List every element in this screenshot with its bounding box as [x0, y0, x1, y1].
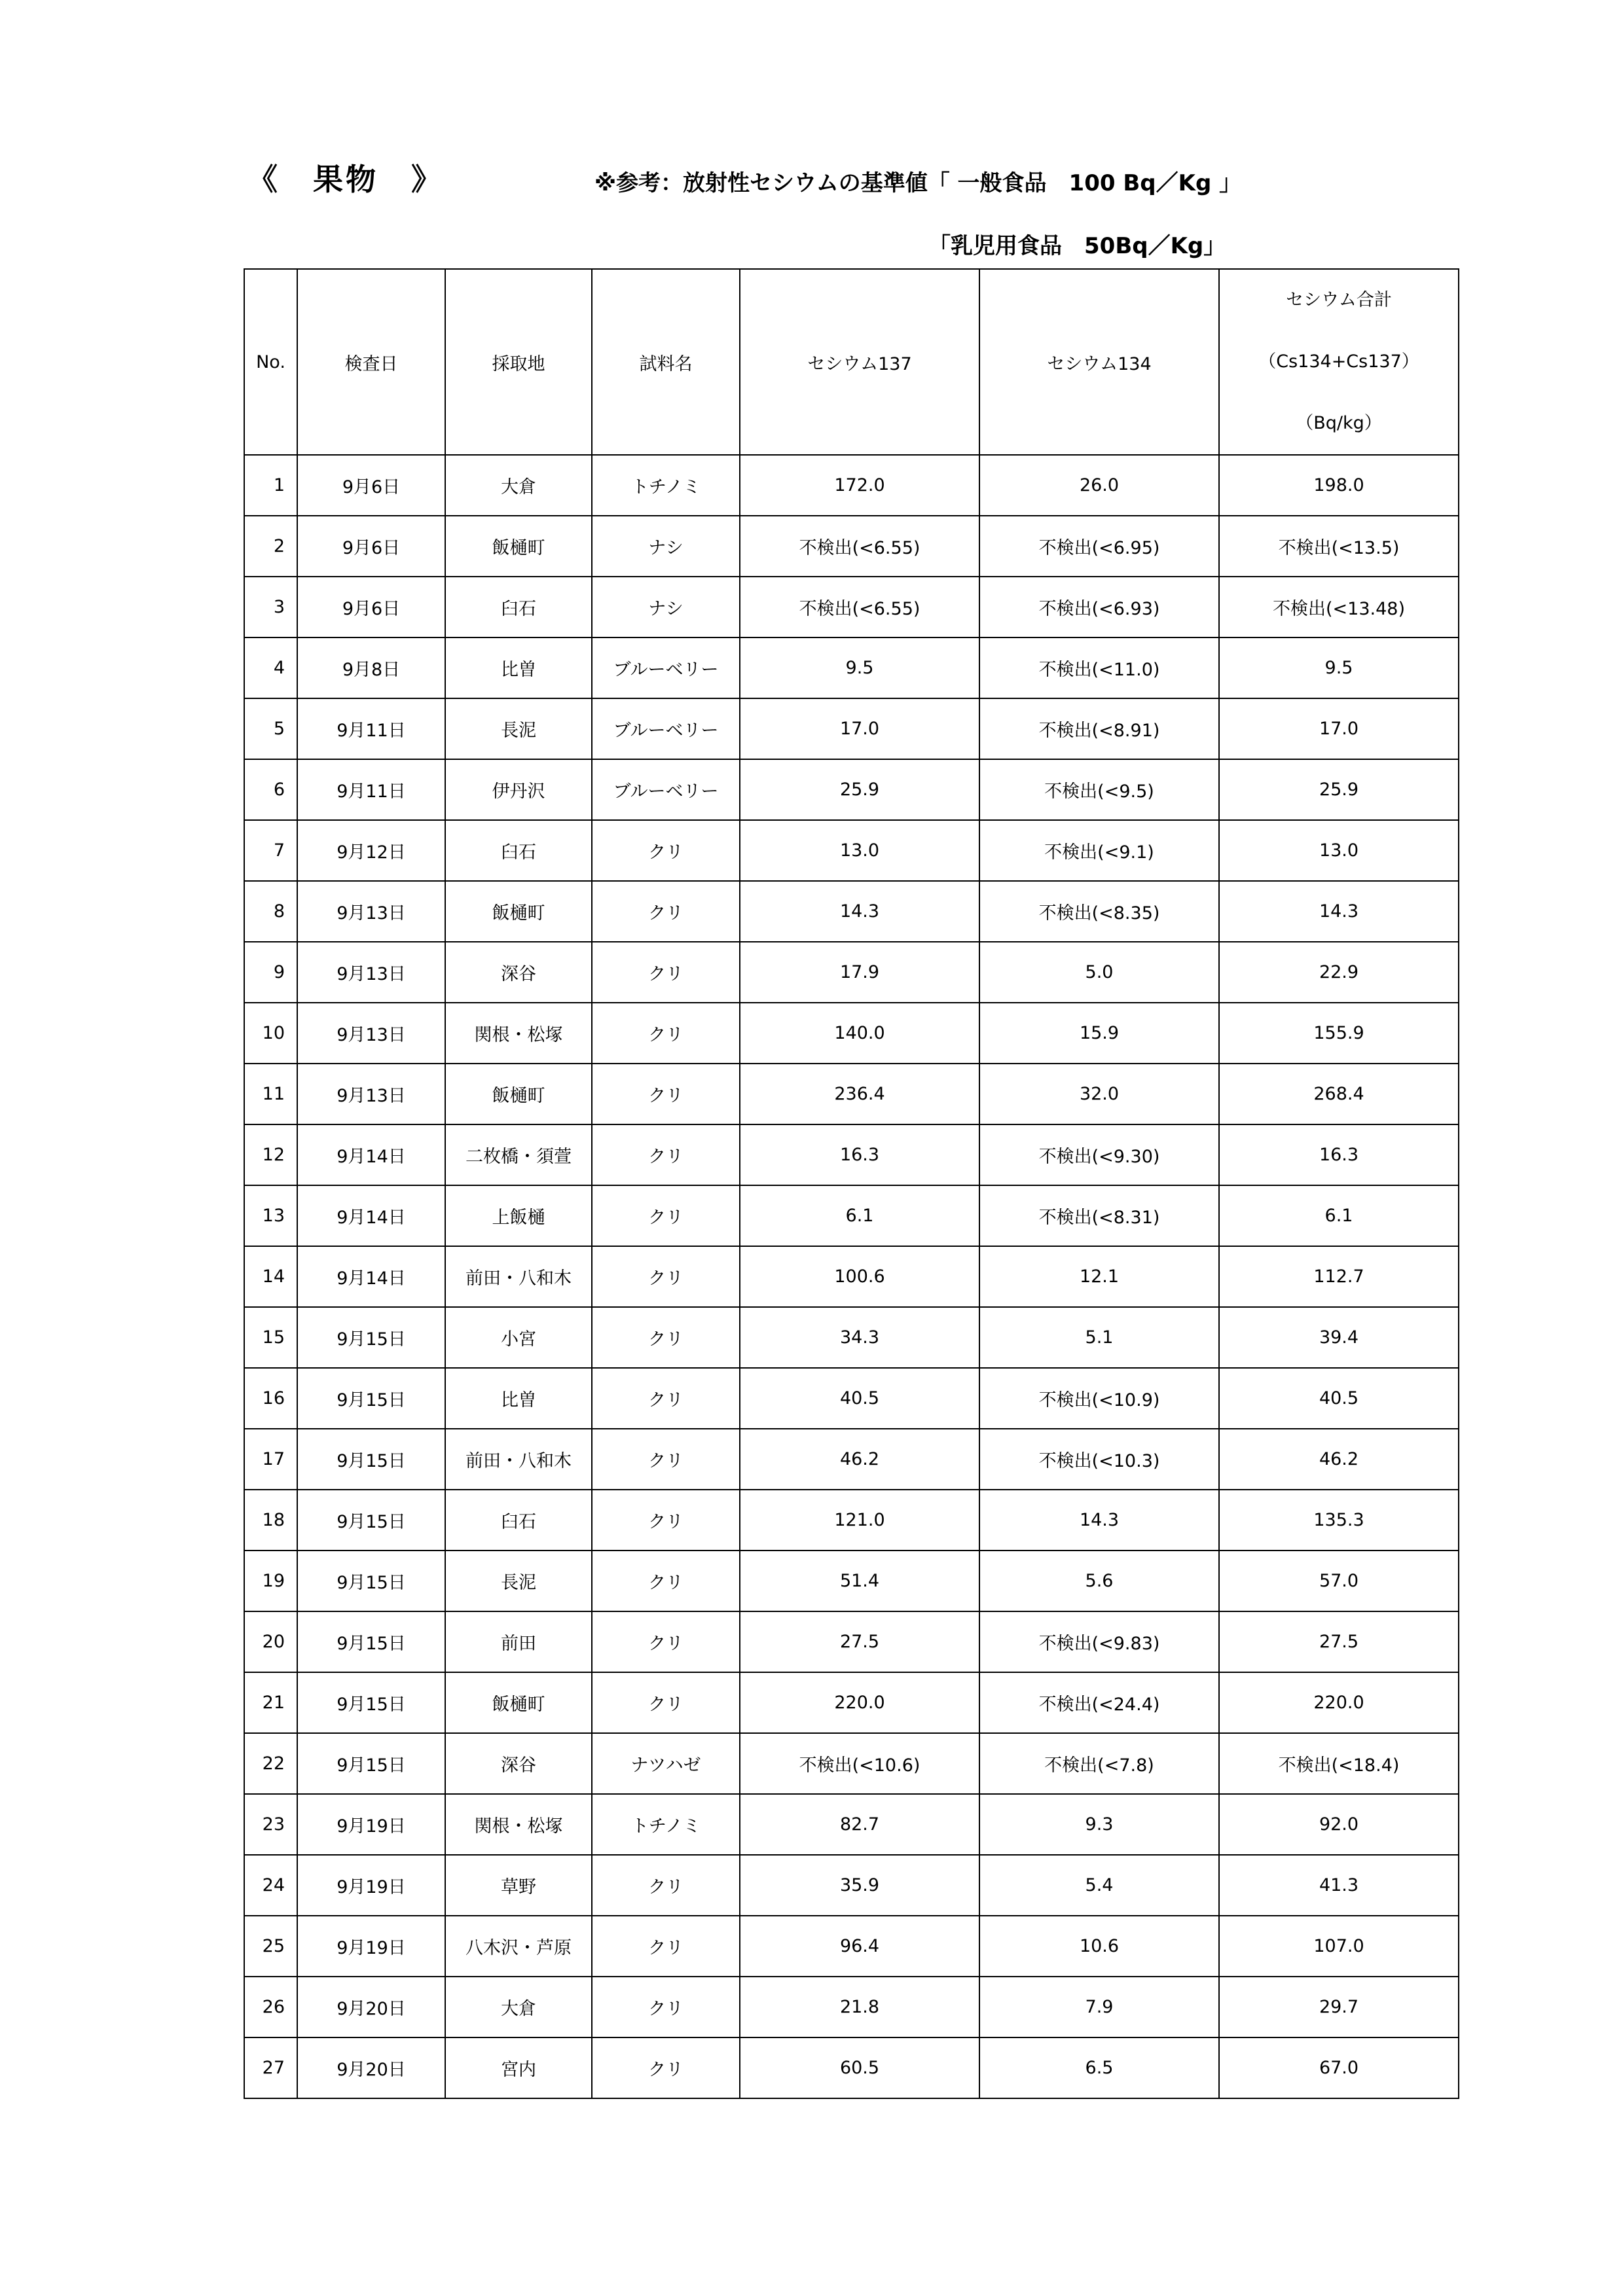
cell-cs134: 不検出(<8.31) — [979, 1185, 1219, 1246]
table-row — [244, 942, 1459, 1003]
cell-no: 10 — [244, 1003, 297, 1064]
table-row — [244, 1672, 1459, 1733]
cell-date: 9月14日 — [297, 1124, 445, 1185]
cell-cs137: 60.5 — [740, 2037, 979, 2098]
cell-cs137: 236.4 — [740, 1064, 979, 1124]
cell-no: 18 — [244, 1490, 297, 1551]
table-row — [244, 1551, 1459, 1611]
cell-total: 155.9 — [1219, 1003, 1459, 1064]
table-row — [244, 2037, 1459, 2098]
cell-total: 25.9 — [1219, 759, 1459, 820]
cell-date: 9月15日 — [297, 1551, 445, 1611]
cell-total: 不検出(<13.5) — [1219, 516, 1459, 577]
cell-location: 飯樋町 — [445, 881, 592, 942]
cell-sample: クリ — [592, 1672, 740, 1733]
cell-sample: クリ — [592, 1490, 740, 1551]
cell-date: 9月15日 — [297, 1490, 445, 1551]
cell-cs137: 46.2 — [740, 1429, 979, 1490]
cell-no: 2 — [244, 516, 297, 577]
cell-cs137: 96.4 — [740, 1916, 979, 1977]
cell-sample: トチノミ — [592, 455, 740, 516]
cell-cs137: 13.0 — [740, 820, 979, 881]
cell-cs134: 32.0 — [979, 1064, 1219, 1124]
cell-no: 25 — [244, 1916, 297, 1977]
header-total-label: セシウム合計 — [1286, 290, 1392, 310]
cell-sample: クリ — [592, 1185, 740, 1246]
cell-location: 八木沢・芦原 — [445, 1916, 592, 1977]
cell-location: 飯樋町 — [445, 1064, 592, 1124]
cell-location: 関根・松塚 — [445, 1003, 592, 1064]
cell-sample: クリ — [592, 1977, 740, 2037]
cell-total: 40.5 — [1219, 1368, 1459, 1429]
cell-location: 伊丹沢 — [445, 759, 592, 820]
table-row — [244, 1429, 1459, 1490]
cell-total: 39.4 — [1219, 1307, 1459, 1368]
cell-cs137: 16.3 — [740, 1124, 979, 1185]
reference-standard-general: ※参考：放射性セシウムの基準値「 一般食品 100 Bq／Kg 」 — [594, 170, 1242, 196]
cell-cs137: 不検出(<6.55) — [740, 577, 979, 637]
cell-cs134: 不検出(<11.0) — [979, 637, 1219, 698]
cell-date: 9月15日 — [297, 1733, 445, 1794]
cell-date: 9月15日 — [297, 1429, 445, 1490]
cell-cs137: 82.7 — [740, 1794, 979, 1855]
table-row — [244, 1855, 1459, 1916]
cell-date: 9月14日 — [297, 1185, 445, 1246]
cell-cs137: 40.5 — [740, 1368, 979, 1429]
cell-location: 深谷 — [445, 1733, 592, 1794]
cell-location: 臼石 — [445, 820, 592, 881]
cell-total: 13.0 — [1219, 820, 1459, 881]
cell-cs134: 14.3 — [979, 1490, 1219, 1551]
table-row — [244, 1064, 1459, 1124]
cell-cs137: 100.6 — [740, 1246, 979, 1307]
cell-sample: クリ — [592, 2037, 740, 2098]
cell-cs134: 6.5 — [979, 2037, 1219, 2098]
cell-sample: クリ — [592, 1064, 740, 1124]
cell-cs134: 12.1 — [979, 1246, 1219, 1307]
cell-no: 5 — [244, 698, 297, 759]
cell-cs134: 7.9 — [979, 1977, 1219, 2037]
header-cs134: セシウム134 — [979, 269, 1219, 455]
cell-cs134: 5.1 — [979, 1307, 1219, 1368]
cell-location: 飯樋町 — [445, 1672, 592, 1733]
cell-cs134: 不検出(<6.93) — [979, 577, 1219, 637]
cell-location: 深谷 — [445, 942, 592, 1003]
table-row — [244, 759, 1459, 820]
table-row — [244, 1124, 1459, 1185]
cell-cs134: 不検出(<8.91) — [979, 698, 1219, 759]
cell-location: 比曽 — [445, 637, 592, 698]
table-row — [244, 1003, 1459, 1064]
cell-location: 臼石 — [445, 577, 592, 637]
cell-no: 16 — [244, 1368, 297, 1429]
cell-sample: ナシ — [592, 516, 740, 577]
cell-location: 臼石 — [445, 1490, 592, 1551]
cell-no: 26 — [244, 1977, 297, 2037]
cell-cs137: 6.1 — [740, 1185, 979, 1246]
cell-cs134: 不検出(<10.3) — [979, 1429, 1219, 1490]
cell-date: 9月11日 — [297, 698, 445, 759]
cell-total: 268.4 — [1219, 1064, 1459, 1124]
cell-no: 4 — [244, 637, 297, 698]
cell-location: 前田・八和木 — [445, 1246, 592, 1307]
table-row — [244, 577, 1459, 637]
cell-date: 9月6日 — [297, 516, 445, 577]
cell-cs137: 9.5 — [740, 637, 979, 698]
cell-no: 3 — [244, 577, 297, 637]
cell-date: 9月13日 — [297, 942, 445, 1003]
table-row — [244, 1733, 1459, 1794]
cell-date: 9月15日 — [297, 1611, 445, 1672]
cell-cs137: 172.0 — [740, 455, 979, 516]
cell-no: 15 — [244, 1307, 297, 1368]
table-row — [244, 1490, 1459, 1551]
table-row — [244, 881, 1459, 942]
cell-sample: トチノミ — [592, 1794, 740, 1855]
cell-sample: クリ — [592, 1551, 740, 1611]
cell-total: 92.0 — [1219, 1794, 1459, 1855]
table-row — [244, 1246, 1459, 1307]
cell-total: 16.3 — [1219, 1124, 1459, 1185]
cell-sample: クリ — [592, 1429, 740, 1490]
cell-sample: クリ — [592, 881, 740, 942]
cell-cs137: 140.0 — [740, 1003, 979, 1064]
cell-location: 長泥 — [445, 698, 592, 759]
cell-no: 12 — [244, 1124, 297, 1185]
cell-location: 宮内 — [445, 2037, 592, 2098]
header-date: 検査日 — [297, 269, 445, 455]
cell-location: 大倉 — [445, 455, 592, 516]
cell-total: 不検出(<13.48) — [1219, 577, 1459, 637]
table-row — [244, 1611, 1459, 1672]
cell-total: 107.0 — [1219, 1916, 1459, 1977]
cell-location: 小宮 — [445, 1307, 592, 1368]
cell-no: 24 — [244, 1855, 297, 1916]
cell-total: 198.0 — [1219, 455, 1459, 516]
cell-date: 9月15日 — [297, 1368, 445, 1429]
cell-sample: クリ — [592, 1003, 740, 1064]
cell-total: 9.5 — [1219, 637, 1459, 698]
cell-cs134: 不検出(<9.5) — [979, 759, 1219, 820]
cell-total: 17.0 — [1219, 698, 1459, 759]
cell-no: 14 — [244, 1246, 297, 1307]
cell-no: 6 — [244, 759, 297, 820]
cell-no: 1 — [244, 455, 297, 516]
cell-sample: クリ — [592, 1916, 740, 1977]
cell-location: 長泥 — [445, 1551, 592, 1611]
cell-date: 9月20日 — [297, 2037, 445, 2098]
cell-sample: クリ — [592, 1611, 740, 1672]
cell-total: 27.5 — [1219, 1611, 1459, 1672]
cell-date: 9月19日 — [297, 1916, 445, 1977]
cell-total: 57.0 — [1219, 1551, 1459, 1611]
cell-cs137: 51.4 — [740, 1551, 979, 1611]
cell-no: 17 — [244, 1429, 297, 1490]
cell-no: 22 — [244, 1733, 297, 1794]
cell-total: 135.3 — [1219, 1490, 1459, 1551]
cell-cs137: 不検出(<6.55) — [740, 516, 979, 577]
cell-sample: クリ — [592, 820, 740, 881]
cell-cs137: 不検出(<10.6) — [740, 1733, 979, 1794]
table-row — [244, 820, 1459, 881]
cell-total: 不検出(<18.4) — [1219, 1733, 1459, 1794]
cell-cs134: 26.0 — [979, 455, 1219, 516]
cell-no: 8 — [244, 881, 297, 942]
table-row — [244, 1307, 1459, 1368]
cell-location: 大倉 — [445, 1977, 592, 2037]
cell-cs134: 不検出(<9.30) — [979, 1124, 1219, 1185]
cell-no: 13 — [244, 1185, 297, 1246]
cell-cs134: 5.6 — [979, 1551, 1219, 1611]
cell-date: 9月13日 — [297, 1064, 445, 1124]
table-row — [244, 516, 1459, 577]
cell-cs137: 34.3 — [740, 1307, 979, 1368]
header-cs137: セシウム137 — [740, 269, 979, 455]
cell-total: 29.7 — [1219, 1977, 1459, 2037]
cell-date: 9月15日 — [297, 1672, 445, 1733]
cell-no: 7 — [244, 820, 297, 881]
table-row — [244, 1794, 1459, 1855]
cell-date: 9月13日 — [297, 881, 445, 942]
table-row — [244, 1916, 1459, 1977]
cell-total: 6.1 — [1219, 1185, 1459, 1246]
cell-date: 9月8日 — [297, 637, 445, 698]
cell-date: 9月6日 — [297, 577, 445, 637]
table-row — [244, 1185, 1459, 1246]
cell-cs137: 21.8 — [740, 1977, 979, 2037]
cell-sample: ナツハゼ — [592, 1733, 740, 1794]
cell-cs137: 14.3 — [740, 881, 979, 942]
cell-sample: ブルーベリー — [592, 698, 740, 759]
cell-cs134: 5.4 — [979, 1855, 1219, 1916]
cell-cs134: 不検出(<10.9) — [979, 1368, 1219, 1429]
cell-total: 220.0 — [1219, 1672, 1459, 1733]
header-sample: 試料名 — [592, 269, 740, 455]
cell-location: 上飯樋 — [445, 1185, 592, 1246]
cell-no: 21 — [244, 1672, 297, 1733]
header-no: No. — [244, 269, 297, 455]
cell-cs134: 9.3 — [979, 1794, 1219, 1855]
cell-cs137: 27.5 — [740, 1611, 979, 1672]
header-total-formula: （Cs134+Cs137） — [1258, 351, 1419, 372]
cell-location: 飯樋町 — [445, 516, 592, 577]
cell-cs134: 10.6 — [979, 1916, 1219, 1977]
cell-cs134: 15.9 — [979, 1003, 1219, 1064]
cell-date: 9月14日 — [297, 1246, 445, 1307]
results-table — [244, 268, 1459, 2099]
cell-cs137: 35.9 — [740, 1855, 979, 1916]
table-row — [244, 698, 1459, 759]
cell-no: 23 — [244, 1794, 297, 1855]
cell-sample: ブルーベリー — [592, 759, 740, 820]
cell-total: 14.3 — [1219, 881, 1459, 942]
cell-date: 9月20日 — [297, 1977, 445, 2037]
header-total-unit: （Bq/kg） — [1296, 413, 1382, 433]
cell-sample: ブルーベリー — [592, 637, 740, 698]
table-row — [244, 1368, 1459, 1429]
cell-total: 46.2 — [1219, 1429, 1459, 1490]
cell-sample: クリ — [592, 942, 740, 1003]
cell-date: 9月19日 — [297, 1794, 445, 1855]
cell-date: 9月15日 — [297, 1307, 445, 1368]
page-title: 《 果物 》 — [247, 162, 444, 197]
cell-cs137: 25.9 — [740, 759, 979, 820]
cell-cs134: 不検出(<7.8) — [979, 1733, 1219, 1794]
cell-total: 112.7 — [1219, 1246, 1459, 1307]
table-body — [244, 455, 1459, 2098]
table-header-row — [244, 269, 1459, 455]
cell-sample: クリ — [592, 1368, 740, 1429]
reference-standard-infant: 「乳児用食品 50Bq／Kg」 — [928, 233, 1226, 259]
cell-total: 67.0 — [1219, 2037, 1459, 2098]
cell-no: 19 — [244, 1551, 297, 1611]
cell-cs134: 不検出(<6.95) — [979, 516, 1219, 577]
cell-cs134: 不検出(<8.35) — [979, 881, 1219, 942]
cell-cs137: 17.0 — [740, 698, 979, 759]
cell-no: 9 — [244, 942, 297, 1003]
cell-cs134: 不検出(<9.1) — [979, 820, 1219, 881]
cell-cs137: 121.0 — [740, 1490, 979, 1551]
cell-no: 27 — [244, 2037, 297, 2098]
cell-date: 9月12日 — [297, 820, 445, 881]
table-row — [244, 1977, 1459, 2037]
cell-date: 9月13日 — [297, 1003, 445, 1064]
header-total — [1219, 269, 1459, 455]
cell-no: 11 — [244, 1064, 297, 1124]
cell-cs137: 17.9 — [740, 942, 979, 1003]
cell-sample: ナシ — [592, 577, 740, 637]
cell-location: 比曽 — [445, 1368, 592, 1429]
cell-cs137: 220.0 — [740, 1672, 979, 1733]
cell-location: 前田 — [445, 1611, 592, 1672]
cell-date: 9月6日 — [297, 455, 445, 516]
cell-location: 前田・八和木 — [445, 1429, 592, 1490]
cell-sample: クリ — [592, 1124, 740, 1185]
cell-date: 9月11日 — [297, 759, 445, 820]
cell-cs134: 不検出(<24.4) — [979, 1672, 1219, 1733]
cell-total: 41.3 — [1219, 1855, 1459, 1916]
cell-sample: クリ — [592, 1246, 740, 1307]
table-row — [244, 455, 1459, 516]
cell-cs134: 5.0 — [979, 942, 1219, 1003]
cell-location: 関根・松塚 — [445, 1794, 592, 1855]
cell-date: 9月19日 — [297, 1855, 445, 1916]
header-location: 採取地 — [445, 269, 592, 455]
cell-sample: クリ — [592, 1307, 740, 1368]
cell-location: 二枚橋・須萱 — [445, 1124, 592, 1185]
cell-location: 草野 — [445, 1855, 592, 1916]
cell-total: 22.9 — [1219, 942, 1459, 1003]
table-row — [244, 637, 1459, 698]
cell-cs134: 不検出(<9.83) — [979, 1611, 1219, 1672]
cell-no: 20 — [244, 1611, 297, 1672]
cell-sample: クリ — [592, 1855, 740, 1916]
